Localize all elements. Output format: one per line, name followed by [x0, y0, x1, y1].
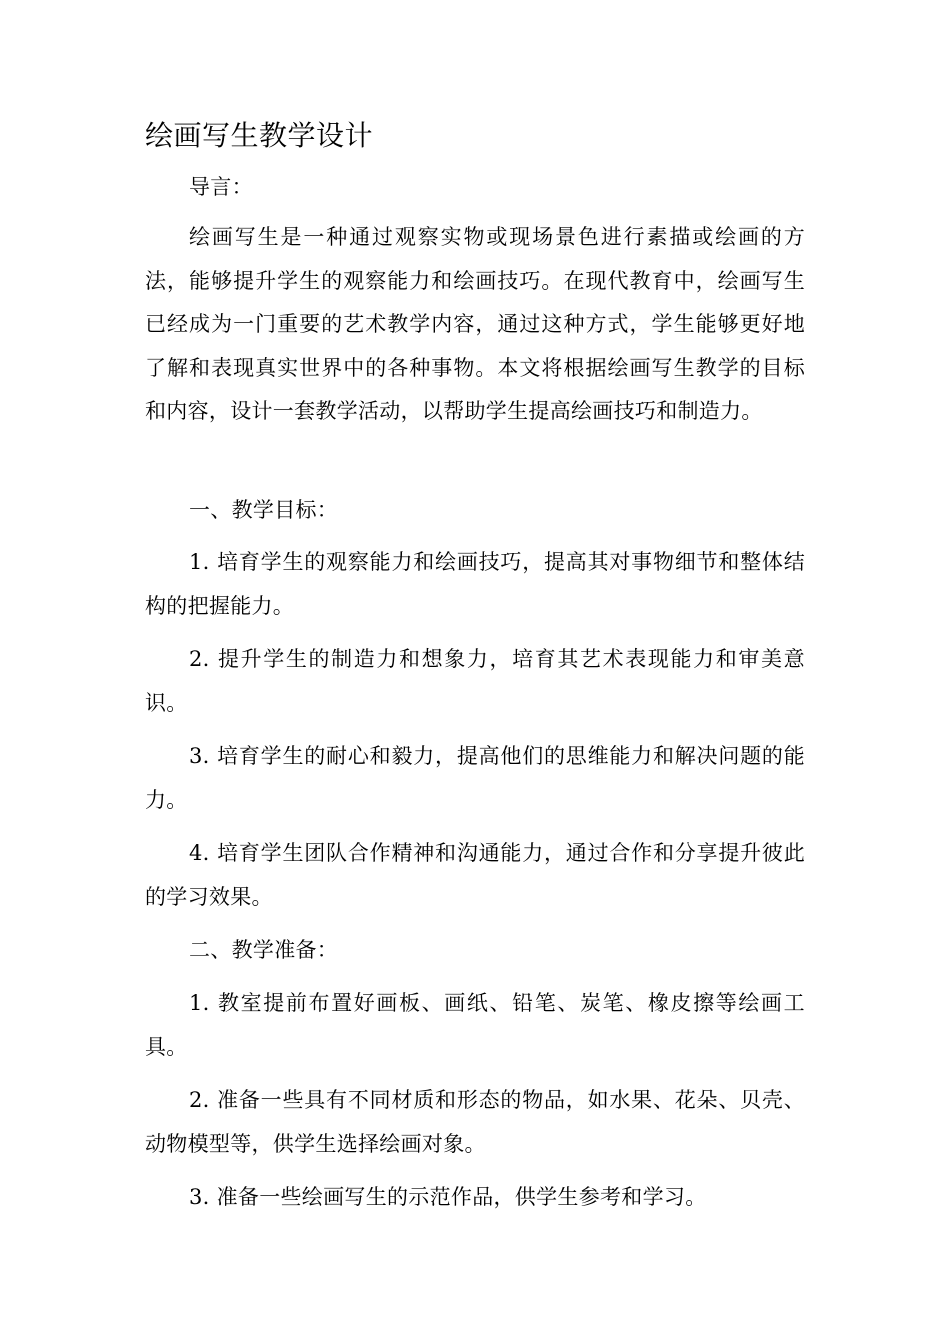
- section-heading-preparation: 二、教学准备：: [189, 938, 339, 962]
- goal-item-4: 4. 培育学生团队合作精神和沟通能力，通过合作和分享提升彼此的学习效果。: [145, 841, 805, 909]
- preparation-item-3: 3. 准备一些绘画写生的示范作品，供学生参考和学习。: [189, 1185, 707, 1209]
- document-title: 绘画写生教学设计: [145, 119, 374, 152]
- goal-item-1: 1. 培育学生的观察能力和绘画技巧，提高其对事物细节和整体结构的把握能力。: [145, 550, 805, 618]
- goal-item-3: 3. 培育学生的耐心和毅力，提高他们的思维能力和解决问题的能力。: [145, 744, 805, 812]
- goal-item-2: 2. 提升学生的制造力和想象力，培育其艺术表现能力和审美意识。: [145, 647, 805, 715]
- intro-heading: 导言：: [189, 175, 253, 199]
- preparation-item-2: 2. 准备一些具有不同材质和形态的物品，如水果、花朵、贝壳、动物模型等，供学生选择绘画对象。: [145, 1088, 805, 1156]
- preparation-item-1: 1. 教室提前布置好画板、画纸、铅笔、炭笔、橡皮擦等绘画工具。: [145, 991, 805, 1059]
- intro-paragraph: 绘画写生是一种通过观察实物或现场景色进行素描或绘画的方法，能够提升学生的观察能力和绘画技巧。在现代教育中，绘画写生已经成为一门重要的艺术教学内容，通过这种方式，学生能够更好地了解和表现真实世界中的各种事物。本文将根据绘画写生教学的目标和内容，设计一套教学活动，以帮助学生提高绘画技巧和制造力。: [145, 225, 805, 423]
- section-heading-goals: 一、教学目标：: [189, 498, 339, 522]
